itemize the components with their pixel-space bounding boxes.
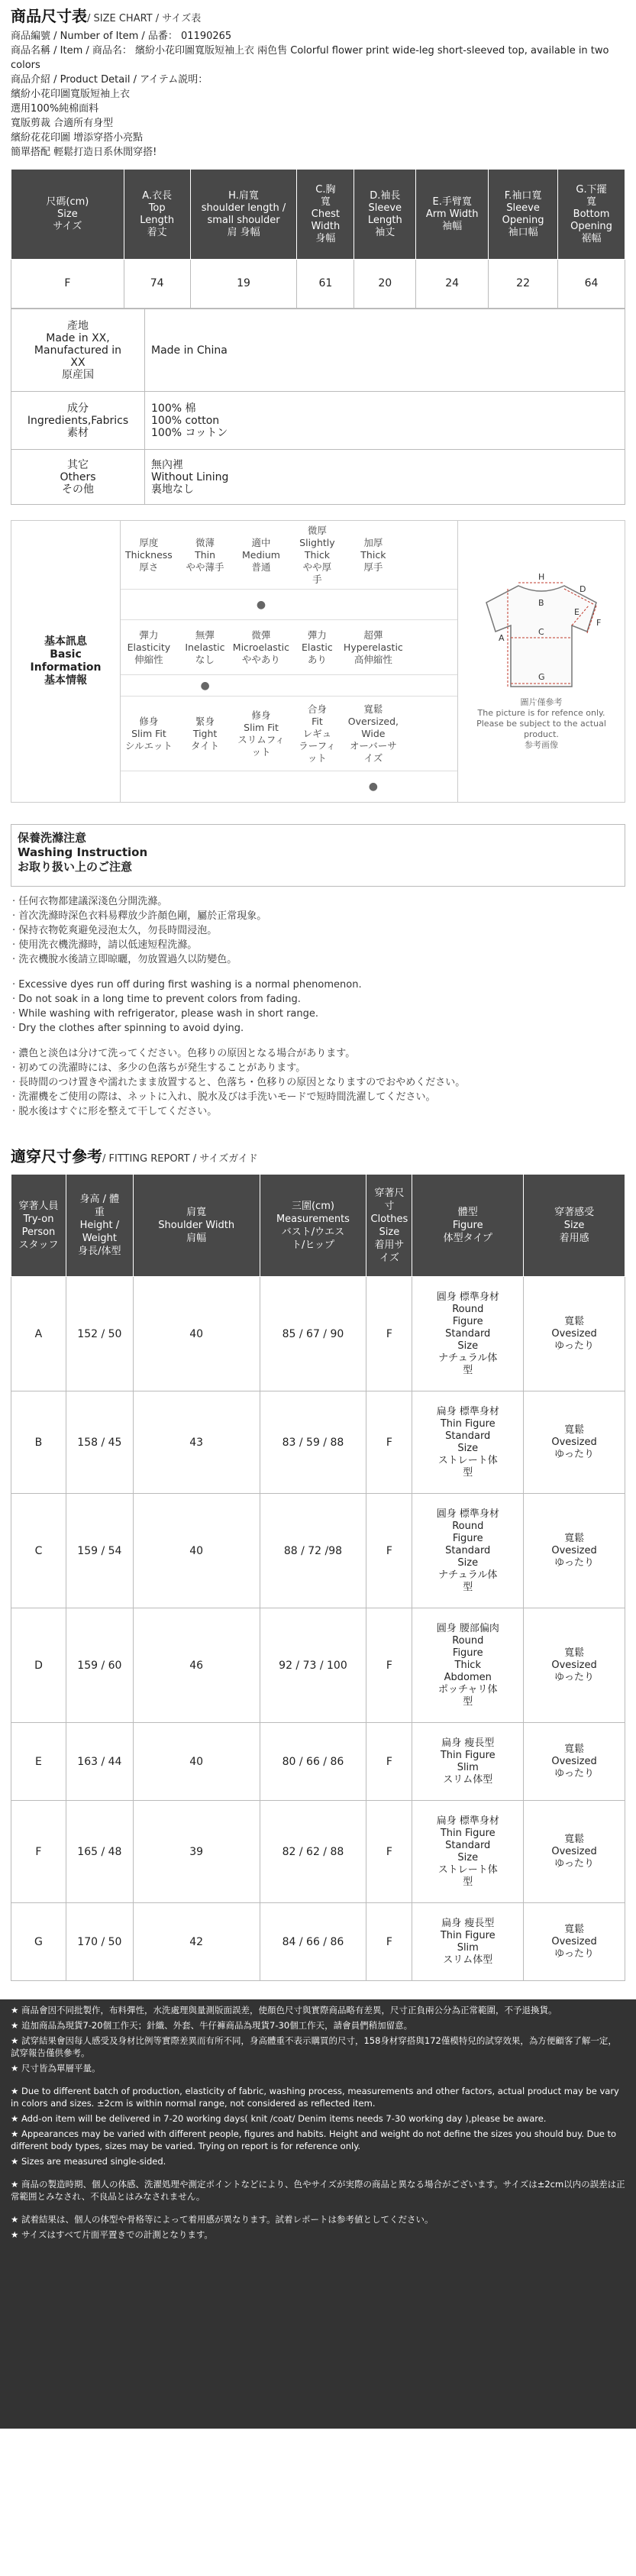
size-cell: 64 [558,260,625,309]
fitting-cell: 46 [133,1608,260,1723]
fitting-cell: 扁身 瘦長型 Thin Figure Slim スリム体型 [412,1903,524,1981]
diagram-letter: C [538,627,544,637]
fit-marker [289,771,345,802]
fit-option: 修身 Slim Fit スリムフィット [237,709,285,758]
size-table-header-row [11,170,625,260]
washing-list [0,887,636,1119]
fitting-col-header: 穿著感受 Size 着用感 [524,1175,625,1277]
fit-option: 合身 Fit レギュ ラーフィ ット [299,703,336,764]
note-item: ★ サイズはすべて片面平置きでの計測となります。 [11,2229,213,2240]
note-item: ★ Due to different batch of production, elasticity of fabric, washing process, measurements and other factors, actual product may be vary in colors and sizes. ±2cm is within normal range, not considered as reflected item. [11,2086,619,2109]
diagram-letter: B [538,598,544,608]
fitting-cell: 扁身 瘦長型 Thin Figure Slim スリム体型 [412,1723,524,1801]
elasticity-marker [289,675,345,696]
note-item: ★ 商品の製造時期、個人の体感、洗濯処理や測定ポイントなどにより、色やサイズが実際の商品と異なる場合がございます。サイズは±2cm以内の誤差は正常範囲とみなされ、不良品とはみなされません。 [11,2179,625,2202]
fit-row [121,697,457,771]
product-detail-line: 繽紛小花印圖寬版短袖上衣 [11,89,131,100]
fitting-cell: F [366,1903,412,1981]
material-row [11,309,625,392]
size-cell: F [11,260,124,309]
diagram-letter: A [499,633,505,643]
fit-marker [402,771,457,802]
washing-item: · 洗衣機脫水後請立即晾曬，勿放置過久以防變色。 [12,954,237,965]
elasticity-marker: ● [200,679,210,692]
fitting-cell: 158 / 45 [66,1391,133,1494]
fitting-row [11,1494,625,1608]
elasticity-option: 超彈 Hyperelastic 高伸縮性 [343,629,403,665]
thickness-row [121,521,457,590]
garment-diagram-panel [458,521,625,802]
washing-item: · 首次洗滌時深色衣料易釋放少許顏色剛，屬於正常現象。 [12,910,267,922]
fitting-cell: F [366,1608,412,1723]
size-table-row [11,260,625,309]
fit-option [402,697,457,771]
fitting-cell: 寬鬆 Ovesized ゆったり [524,1494,625,1608]
basic-info-label: 基本訊息 Basic Information 基本情報 [11,521,121,802]
fitting-col-header: 三圍(cm) Measurements バスト/ウエス ト/ヒップ [260,1175,366,1277]
note-item: ★ Sizes are measured single-sided. [11,2156,166,2167]
size-chart-subtitle: / SIZE CHART / サイズ表 [87,13,202,24]
notes-panel [0,1999,636,2429]
fit-marker [177,771,233,802]
fitting-cell: F [366,1723,412,1801]
fitting-cell: 圓身 標準身材 Round Figure Standard Size ナチュラル体 型 [412,1277,524,1391]
material-value: 無內裡 Without Lining 裏地なし [145,450,625,505]
fit-header: 修身 Slim Fit シルエット [124,715,173,751]
fitting-cell: 圓身 標準身材 Round Figure Standard Size ナチュラル体 型 [412,1494,524,1608]
fitting-report-title [0,1146,636,1166]
elasticity-row [121,620,457,675]
fitting-cell: 88 / 72 /98 [260,1494,366,1608]
product-detail-line: 簡單搭配 輕鬆打造日系休閒穿搭! [11,147,157,158]
size-col-header: A.衣長 Top Length 着丈 [124,170,190,260]
washing-item: · Dry the clothes after spinning to avoid dying. [12,1023,244,1034]
diagram-note: 圖片僅參考 The picture is for refence only. Please be subject to the actual product. 参考画像 [476,697,606,750]
note-item: ★ 試穿結果會因每人感受及身材比例等實際差異而有所不同，身高體重不表示購買的尺寸，158身材穿搭與172僅模特兒的試穿效果，為方便顧客了解一定，試穿報告僅供參考。 [11,2035,617,2058]
fitting-col-header: 肩寬 Shoulder Width 肩幅 [133,1175,260,1277]
size-col-header: E.手臂寬 Arm Width 袖幅 [416,170,489,260]
thickness-marker [177,590,233,619]
note-item: ★ 商品會因不同批製作，布料彈性，水洗處理與量測版面誤差，使顏色尺寸與實際商品略有差異，尺寸正負兩公分為正常範圍，不予退換貨。 [11,2005,557,2015]
washing-title: 保養洗滌注意 Washing Instruction お取り扱い上のご注意 [11,824,625,887]
fitting-cell: 170 / 50 [66,1903,133,1981]
product-name: 商品名稱 / Item / 商品名： 繽紛小花印圖寬版短袖上衣 兩色售 Colorful flower print wide-leg short-sleeved top, available in two colors [11,45,609,71]
diagram-letter: E [574,607,580,617]
fitting-cell: 82 / 62 / 88 [260,1801,366,1903]
fitting-row [11,1903,625,1981]
size-cell: 24 [416,260,489,309]
note-item: ★ 尺寸皆為單層平量。 [11,2063,101,2073]
size-cell: 61 [297,260,354,309]
fitting-header-row [11,1175,625,1277]
fitting-cell: 42 [133,1903,260,1981]
washing-item: · 保持衣物乾爽避免浸泡太久，勿長時間浸泡。 [12,925,218,936]
thickness-option: 微薄 Thin やや薄手 [186,536,224,573]
thickness-option: 微厚 Slightly Thick やや厚 手 [299,524,335,585]
size-col-header: G.下擺 寬 Bottom Opening 裾幅 [558,170,625,260]
fitting-table [11,1174,625,1981]
washing-item: · 濃色と淡色は分けて洗ってください。色移りの原因となる場合があります。 [12,1048,356,1059]
fit-marker: ● [368,781,378,793]
fit-marker [233,771,289,802]
fitting-cell: E [11,1723,66,1801]
size-cell: 20 [354,260,416,309]
fitting-cell: D [11,1608,66,1723]
diagram-letter: D [580,584,586,594]
washing-gap [12,1036,625,1046]
fitting-cell: 92 / 73 / 100 [260,1608,366,1723]
fitting-row [11,1608,625,1723]
fitting-cell: F [366,1277,412,1391]
size-col-header: H.肩寬 shoulder length / small shoulder 肩 身幅 [190,170,297,260]
thickness-marker [345,590,401,619]
material-row [11,392,625,450]
washing-item: · 長時間のつけ置きや濡れたまま放置すると、色落ち・色移りの原因となりますのでおやめください。 [12,1077,466,1088]
fitting-heading: 適穿尺寸參考 [11,1147,102,1165]
elasticity-marker [345,675,401,696]
note-item: ★ Appearances may be varied with different people, figures and habits. Height and weight do not define the sizes you should buy. Due to different body types, sizes may be varied. Trying on report is for reference only. [11,2128,617,2151]
material-row [11,450,625,505]
washing-item: · 初めての洗濯時には、多少の色落ちが発生することがあります。 [12,1062,306,1074]
size-col-header: 尺碼(cm) Size サイズ [11,170,124,260]
product-info [0,26,636,160]
thickness-marker-row [121,590,457,620]
thickness-marker-header [121,590,177,619]
thickness-header: 厚度 Thickness 厚さ [125,536,173,573]
thickness-option: 加厚 Thick 厚手 [360,536,386,573]
elasticity-marker [402,675,457,696]
fit-option: 緊身 Tight タイト [190,715,220,751]
fitting-cell: 152 / 50 [66,1277,133,1391]
size-cell: 22 [489,260,558,309]
fitting-cell: 39 [133,1801,260,1903]
basic-info-grid [121,521,458,802]
note-spacer [11,2170,625,2178]
note-item: ★ 追加商品為現貨7-20個工作天；針織、外套、牛仔褲商品為現貨7-30個工作天，請會員們稍加留意。 [11,2020,413,2031]
fitting-cell: 40 [133,1723,260,1801]
fitting-cell: F [366,1801,412,1903]
diagram-letter: F [596,618,602,628]
elasticity-header: 彈力 Elasticity 伸縮性 [127,629,171,665]
fitting-cell: 扁身 標準身材 Thin Figure Standard Size ストレート体 型 [412,1391,524,1494]
thickness-option: 適中 Medium 普通 [242,536,280,573]
fitting-row [11,1723,625,1801]
size-col-header: C.胸 寬 Chest Width 身幅 [297,170,354,260]
fitting-cell: F [11,1801,66,1903]
fitting-cell: 寬鬆 Ovesized ゆったり [524,1801,625,1903]
size-chart-title [0,6,636,26]
fitting-cell: 159 / 60 [66,1608,133,1723]
washing-item: · Excessive dyes run off during first washing is a normal phenomenon. [12,979,362,991]
diagram-letter: G [538,672,545,682]
fitting-row [11,1801,625,1903]
fitting-cell: G [11,1903,66,1981]
thickness-option [402,521,457,589]
fitting-cell: 圓身 腰部偏肉 Round Figure Thick Abdomen ポッチャリ体 型 [412,1608,524,1723]
fitting-cell: C [11,1494,66,1608]
product-detail-label: 商品介紹 / Product Detail / アイテム説明： [11,74,208,86]
material-table [11,309,625,505]
fitting-cell: 43 [133,1391,260,1494]
fitting-cell: 83 / 59 / 88 [260,1391,366,1494]
material-value: Made in China [145,309,625,392]
size-col-header: D.袖長 Sleeve Length 袖丈 [354,170,416,260]
product-detail-line: 選用100%純棉面料 [11,103,99,115]
elasticity-option: 微彈 Microelastic ややあり [232,629,290,665]
thickness-marker [289,590,345,619]
washing-gap [12,967,625,978]
note-item: ★ Add-on item will be delivered in 7-20 working days( knit /coat/ Denim items needs 7-30 working day ),please be aware. [11,2113,547,2124]
material-label: 成分 Ingredients,Fabrics 素材 [11,392,145,450]
fitting-col-header: 身高 / 體 重 Height / Weight 身長/体型 [66,1175,133,1277]
fitting-subtitle: / FITTING REPORT / サイズガイド [102,1153,258,1165]
note-spacer [11,2077,625,2085]
fitting-col-header: 穿著尺 寸 Clothes Size 着用サ イズ [366,1175,412,1277]
product-number: 商品編號 / Number of Item / 品番： 01190265 [11,31,232,42]
elasticity-option [402,620,457,674]
fitting-col-header: 體型 Figure 体型タイプ [412,1175,524,1277]
fitting-cell: F [366,1391,412,1494]
fitting-cell: 寬鬆 Ovesized ゆったり [524,1903,625,1981]
fitting-cell: 40 [133,1494,260,1608]
size-chart-heading: 商品尺寸表 [11,7,87,25]
fitting-cell: 寬鬆 Ovesized ゆったり [524,1608,625,1723]
material-value: 100% 棉 100% cotton 100% コットン [145,392,625,450]
fitting-cell: 扁身 標準身材 Thin Figure Standard Size ストレート体 型 [412,1801,524,1903]
washing-item: · 使用洗衣機洗滌時，請以低速短程洗滌。 [12,939,198,951]
elasticity-marker-row [121,675,457,697]
tshirt-measurement-diagram [465,572,618,694]
fitting-cell: 寬鬆 Ovesized ゆったり [524,1723,625,1801]
fit-marker-row [121,771,457,802]
washing-item: · While washing with refrigerator, please wash in short range. [12,1008,319,1020]
washing-item: · 洗濯機をご使用の際は、ネットに入れ、脱水及びは手洗いモードで短時間洗濯してください。 [12,1091,436,1103]
washing-item: · Do not soak in a long time to prevent colors from fading. [12,994,301,1005]
fit-marker-header [121,771,177,802]
fitting-cell: 85 / 67 / 90 [260,1277,366,1391]
fitting-cell: 159 / 54 [66,1494,133,1608]
fitting-row [11,1277,625,1391]
fitting-cell: 84 / 66 / 86 [260,1903,366,1981]
fitting-cell: F [366,1494,412,1608]
fitting-cell: A [11,1277,66,1391]
size-table [11,169,625,309]
fitting-cell: B [11,1391,66,1494]
size-cell: 19 [190,260,297,309]
size-cell: 74 [124,260,190,309]
fitting-cell: 寬鬆 Ovesized ゆったり [524,1277,625,1391]
thickness-marker [402,590,457,619]
fitting-cell: 165 / 48 [66,1801,133,1903]
fit-option: 寬鬆 Oversized, Wide オーバーサイズ [347,703,399,764]
material-label: 其它 Others その他 [11,450,145,505]
note-spacer [11,2206,625,2213]
note-item: ★ 試着結果は、個人の体型や骨格等によって着用感が異なります。試着レポートは参考値としてください。 [11,2214,434,2225]
basic-info-panel [11,520,625,803]
washing-item: · 任何衣物都建議深淺色分開洗滌。 [12,896,168,907]
product-detail-line: 寬版剪裁 合適所有身型 [11,118,114,129]
elasticity-option: 無彈 Inelastic なし [185,629,225,665]
product-detail-line: 繽紛花花印圖 增添穿搭小亮點 [11,132,144,144]
elasticity-marker-header [121,675,177,696]
fitting-cell: 40 [133,1277,260,1391]
elasticity-option: 彈力 Elastic あり [301,629,333,665]
fitting-col-header: 穿著人員 Try-on Person スタッフ [11,1175,66,1277]
diagram-letter: H [538,572,545,582]
washing-item: · 脱水後はすぐに形を整えて干してください。 [12,1106,218,1117]
elasticity-marker [233,675,289,696]
thickness-marker: ● [256,598,266,611]
fitting-row [11,1391,625,1494]
fitting-cell: 80 / 66 / 86 [260,1723,366,1801]
material-label: 產地 Made in XX, Manufactured in XX 原産国 [11,309,145,392]
fitting-cell: 163 / 44 [66,1723,133,1801]
fitting-cell: 寬鬆 Ovesized ゆったり [524,1391,625,1494]
size-col-header: F.袖口寬 Sleeve Opening 袖口幅 [489,170,558,260]
